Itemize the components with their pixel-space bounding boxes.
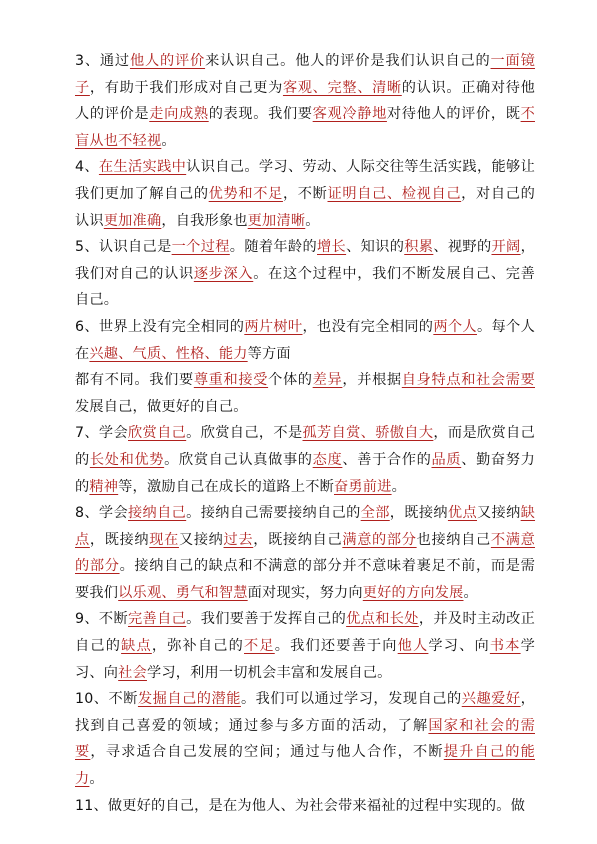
- text-segment: 、勤奋努力的: [75, 451, 536, 495]
- text-segment: 。: [463, 584, 478, 601]
- highlighted-term: 两片树叶: [244, 318, 303, 335]
- text-segment: 、视野的: [433, 239, 492, 256]
- highlighted-term: 满意的部分: [342, 531, 417, 548]
- text-segment: 发展自己，做更好的自己。: [75, 398, 248, 415]
- highlighted-term: 客观冷静地: [312, 106, 387, 123]
- highlighted-term: 孤芳自赏、骄傲自大: [302, 425, 434, 442]
- highlighted-term: 欣赏自己: [128, 425, 187, 442]
- highlighted-term: 兴趣、气质、性格、能力: [89, 345, 248, 362]
- highlighted-term: 不足: [244, 638, 275, 655]
- text-segment: 。接纳自己需要接纳自己的: [186, 505, 361, 522]
- text-segment: 学习、向: [428, 638, 490, 655]
- text-segment: 6、世界上没有完全相同的: [75, 318, 245, 335]
- highlighted-term: 发掘自己的潜能: [137, 691, 241, 708]
- paragraph: [75, 606, 535, 686]
- text-segment: 。我们可以通过学习，发现自己的: [240, 691, 462, 708]
- highlighted-term: 更加准确: [103, 212, 162, 229]
- text-segment: ，不断: [282, 185, 328, 202]
- text-segment: 。: [391, 478, 406, 495]
- highlighted-term: 不满意的部分: [75, 531, 535, 575]
- highlighted-term: 他人: [397, 638, 429, 655]
- paragraph: [75, 367, 535, 420]
- highlighted-term: 积累: [404, 239, 434, 256]
- text-segment: 学习、向: [75, 638, 535, 681]
- paragraph: [75, 154, 535, 234]
- text-segment: 11、做更好的自己，是在为他人、为社会带来福祉的过程中实现的。做: [75, 797, 526, 814]
- text-segment: ，找到自己喜爱的领域；通过参与多方面的活动，了解: [75, 691, 535, 734]
- highlighted-term: 接纳自己: [128, 505, 187, 522]
- highlighted-term: 差异: [312, 372, 343, 389]
- highlighted-term: 一面镜子: [75, 53, 535, 96]
- highlighted-term: 逐步深入: [193, 265, 254, 282]
- text-segment: ，既接纳: [89, 531, 150, 548]
- text-segment: ，有助于我们形成对自己更为: [89, 79, 283, 96]
- highlighted-term: 以乐观、勇气和智慧: [118, 584, 248, 601]
- text-segment: 、善于合作的: [342, 451, 432, 468]
- text-segment: 。: [161, 132, 176, 149]
- text-segment: ，并及时主动改正自己的: [75, 611, 535, 655]
- text-segment: ，也没有完全相同的: [302, 318, 434, 335]
- text-segment: 9、不断: [75, 611, 128, 628]
- text-segment: ，既接纳: [389, 505, 448, 522]
- text-segment: 也接纳自己: [416, 531, 491, 548]
- paragraph: [75, 500, 535, 606]
- text-segment: 等，激励自己在成长的道路上不断: [118, 478, 334, 495]
- text-segment: ，自我形象也: [161, 212, 248, 229]
- highlighted-term: 在生活实践中: [98, 159, 187, 176]
- highlighted-term: 不盲从也不轻视: [75, 106, 535, 149]
- text-segment: ，而是欣赏自己的: [75, 425, 535, 468]
- highlighted-term: 现在: [149, 531, 179, 548]
- highlighted-term: 书本: [489, 638, 521, 655]
- text-segment: ，对自己的认识: [75, 185, 535, 229]
- highlighted-term: 过去: [223, 531, 254, 548]
- text-segment: 。: [89, 771, 104, 788]
- text-segment: ，我们对自己的认识: [75, 239, 535, 282]
- text-segment: 的认识。正确对待他人的评价是: [75, 79, 535, 123]
- text-segment: 的表现。我们要: [208, 106, 313, 123]
- highlighted-term: 奋勇前进: [334, 478, 392, 495]
- text-segment: 又接纳: [178, 531, 224, 548]
- highlighted-term: 精神: [89, 478, 119, 495]
- highlighted-term: 缺点: [75, 505, 536, 548]
- text-segment: ，寻求适合自己发展的空间；通过与他人合作，不断: [90, 744, 444, 761]
- highlighted-term: 尊重和接受: [193, 372, 269, 389]
- text-segment: ，既接纳自己: [253, 531, 343, 548]
- text-segment: 等方面: [247, 345, 291, 362]
- text-segment: 。每个人在: [75, 318, 535, 362]
- highlighted-term: 客观、完整、清晰: [282, 79, 402, 96]
- text-segment: 。我们要善于发挥自己的: [186, 611, 347, 628]
- highlighted-term: 两个人: [433, 318, 477, 335]
- text-segment: 。欣赏自己，不是: [186, 425, 303, 442]
- text-segment: 都有不同。我们要: [75, 372, 194, 389]
- text-segment: 、知识的: [346, 239, 405, 256]
- highlighted-term: 长处和优势: [89, 451, 165, 468]
- highlighted-term: 证明自己、检视自己: [327, 185, 462, 202]
- paragraph: [75, 420, 535, 500]
- highlighted-term: 一个过程: [171, 239, 230, 256]
- text-segment: 。我们还要善于向: [274, 638, 398, 655]
- text-segment: 来认识自己。他人的评价是我们认识自己的: [205, 53, 491, 69]
- highlighted-term: 兴趣爱好: [461, 691, 521, 708]
- highlighted-term: 态度: [312, 451, 343, 468]
- highlighted-term: 优势和不足: [208, 185, 283, 202]
- highlighted-term: 全部: [360, 505, 390, 522]
- highlighted-term: 他人的评价: [129, 53, 206, 69]
- text-segment: 。在这个过程中，我们不断发展自己、完善自己。: [75, 265, 535, 309]
- paragraph: [75, 234, 535, 314]
- highlighted-term: 提升自己的能力: [75, 744, 535, 788]
- text-segment: 。欣赏自己认真做事的: [164, 451, 313, 468]
- paragraph: [75, 48, 535, 154]
- highlighted-term: 自身特点和社会需要: [401, 372, 535, 389]
- highlighted-term: 增长: [317, 239, 347, 256]
- highlighted-term: 社会: [118, 664, 147, 681]
- paragraph: [75, 314, 535, 367]
- text-segment: 又接纳: [477, 505, 521, 522]
- text-segment: 10、不断: [75, 691, 138, 708]
- text-segment: 。随着年龄的: [229, 239, 318, 256]
- highlighted-term: 优点: [447, 505, 478, 522]
- highlighted-term: 更好的方向发展: [362, 584, 464, 601]
- highlighted-term: 优点和长处: [346, 611, 419, 628]
- highlighted-term: 缺点: [121, 638, 152, 655]
- highlighted-term: 国家和社会的需要: [75, 717, 535, 761]
- highlighted-term: 更加清晰: [247, 212, 306, 229]
- text-segment: 个体的: [268, 372, 313, 389]
- text-segment: ，并根据: [342, 372, 402, 389]
- text-segment: 对待他人的评价，既: [386, 106, 521, 123]
- text-segment: 8、学会: [75, 505, 128, 522]
- text-segment: 认识自己。学习、劳动、人际交往等生活实践，能够让我们更加了解自己的: [75, 159, 535, 202]
- text-segment: 4、: [75, 159, 99, 176]
- text-segment: 面对现实，努力向: [247, 584, 363, 601]
- text-segment: 学习，利用一切机会丰富和发展自己。: [146, 664, 392, 681]
- paragraph: [75, 793, 535, 820]
- text-segment: ，弥补自己的: [151, 638, 245, 655]
- text-segment: 7、学会: [75, 425, 128, 442]
- highlighted-term: 完善自己: [128, 611, 187, 628]
- highlighted-term: 开阔: [491, 239, 521, 256]
- text-segment: 。: [305, 212, 320, 229]
- text-segment: 。接纳自己的缺点和不满意的部分并不意味着裹足不前，而是需要我们: [75, 558, 535, 601]
- text-segment: 5、认识自己是: [75, 239, 172, 256]
- highlighted-term: 品质: [431, 451, 462, 468]
- text-segment: 3、通过: [75, 53, 130, 69]
- highlighted-term: 走向成熟: [149, 106, 209, 123]
- paragraph: [75, 686, 535, 792]
